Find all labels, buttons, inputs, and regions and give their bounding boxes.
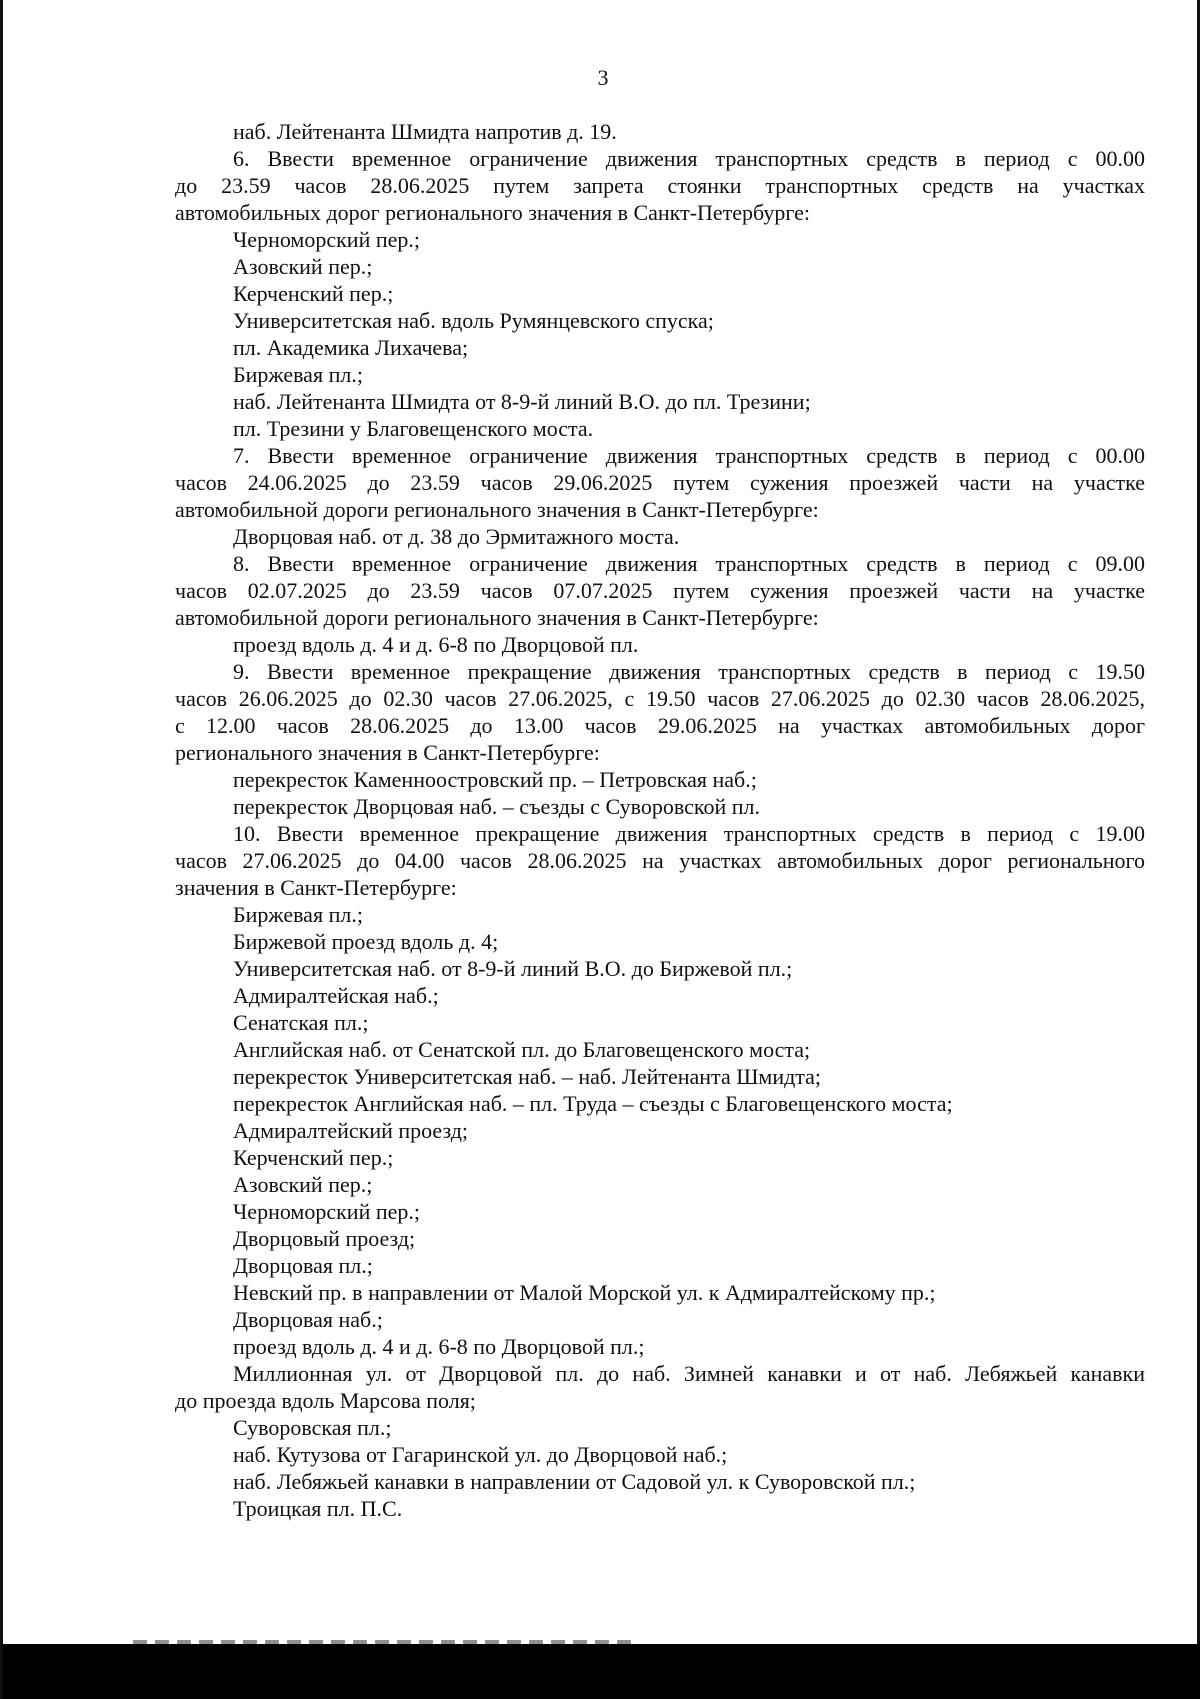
text-line: 10. Ввести временное прекращение движения транспортных средств в период с 19.00 bbox=[233, 821, 1145, 846]
text-line: часов 27.06.2025 до 04.00 часов 28.06.2025 на участках автомобильных дорог регионального bbox=[175, 848, 1145, 873]
text-line: регионального значения в Санкт-Петербурге: bbox=[175, 740, 600, 765]
text-line: проезд вдоль д. 4 и д. 6-8 по Дворцовой пл. bbox=[233, 632, 639, 657]
page-number: 3 bbox=[597, 65, 609, 90]
document-body bbox=[175, 118, 1145, 1522]
text-line: Дворцовый проезд; bbox=[233, 1226, 416, 1251]
text-line: Керченский пер.; bbox=[233, 281, 394, 306]
text-line: Азовский пер.; bbox=[233, 1172, 373, 1197]
text-line: наб. Лейтенанта Шмидта напротив д. 19. bbox=[233, 119, 617, 144]
text-line: автомобильной дороги регионального значения в Санкт-Петербурге: bbox=[175, 605, 819, 630]
text-line: перекресток Английская наб. – пл. Труда – съезды с Благовещенского моста; bbox=[233, 1091, 953, 1116]
text-line: до проезда вдоль Марсова поля; bbox=[175, 1388, 476, 1413]
text-line: 9. Ввести временное прекращение движения транспортных средств в период с 19.50 bbox=[233, 659, 1145, 684]
text-line: Адмиралтейский проезд; bbox=[233, 1118, 469, 1143]
text-line: Биржевой проезд вдоль д. 4; bbox=[233, 929, 499, 954]
text-line: Английская наб. от Сенатской пл. до Благовещенского моста; bbox=[233, 1037, 811, 1062]
text-line: часов 24.06.2025 до 23.59 часов 29.06.2025 путем сужения проезжей части на участке bbox=[175, 470, 1145, 495]
text-line: Миллионная ул. от Дворцовой пл. до наб. Зимней канавки и от наб. Лебяжьей канавки bbox=[233, 1361, 1145, 1386]
text-line: перекресток Дворцовая наб. – съезды с Суворовской пл. bbox=[233, 794, 761, 819]
text-line: Биржевая пл.; bbox=[233, 362, 363, 387]
text-line: Биржевая пл.; bbox=[233, 902, 363, 927]
text-line: Дворцовая наб. от д. 38 до Эрмитажного моста. bbox=[233, 524, 680, 549]
text-line: пл. Академика Лихачева; bbox=[233, 335, 469, 360]
text-line: часов 02.07.2025 до 23.59 часов 07.07.2025 путем сужения проезжей части на участке bbox=[175, 578, 1145, 603]
text-line: перекресток Университетская наб. – наб. Лейтенанта Шмидта; bbox=[233, 1064, 822, 1089]
text-line: 7. Ввести временное ограничение движения транспортных средств в период с 00.00 bbox=[233, 443, 1145, 468]
text-line: автомобильных дорог регионального значения в Санкт-Петербурге: bbox=[175, 200, 811, 225]
text-line: Азовский пер.; bbox=[233, 254, 373, 279]
text-line: часов 26.06.2025 до 02.30 часов 27.06.2025, с 19.50 часов 27.06.2025 до 02.30 часов 28.06.2025, bbox=[175, 686, 1145, 711]
text-line: Дворцовая наб.; bbox=[233, 1307, 383, 1332]
text-line: Суворовская пл.; bbox=[233, 1415, 392, 1440]
text-line: перекресток Каменноостровский пр. – Петровская наб.; bbox=[233, 767, 757, 792]
text-line: Университетская наб. вдоль Румянцевского спуска; bbox=[233, 308, 714, 333]
text-line: Дворцовая пл.; bbox=[233, 1253, 373, 1278]
scan-bottom-border bbox=[3, 1644, 1200, 1699]
text-line: 6. Ввести временное ограничение движения транспортных средств в период с 00.00 bbox=[233, 146, 1145, 171]
text-line: автомобильной дороги регионального значения в Санкт-Петербурге: bbox=[175, 497, 819, 522]
text-line: Черноморский пер.; bbox=[233, 227, 420, 252]
text-line: до 23.59 часов 28.06.2025 путем запрета стоянки транспортных средств на участках bbox=[175, 173, 1145, 198]
text-line: Керченский пер.; bbox=[233, 1145, 394, 1170]
text-line: Невский пр. в направлении от Малой Морской ул. к Адмиралтейскому пр.; bbox=[233, 1280, 936, 1305]
text-line: наб. Лейтенанта Шмидта от 8-9-й линий В.О. до пл. Трезини; bbox=[233, 389, 811, 414]
text-line: пл. Трезини у Благовещенского моста. bbox=[233, 416, 594, 441]
text-line: проезд вдоль д. 4 и д. 6-8 по Дворцовой пл.; bbox=[233, 1334, 645, 1359]
text-line: Сенатская пл.; bbox=[233, 1010, 369, 1035]
text-line: наб. Лебяжьей канавки в направлении от Садовой ул. к Суворовской пл.; bbox=[233, 1469, 916, 1494]
text-line: Университетская наб. от 8-9-й линий В.О. до Биржевой пл.; bbox=[233, 956, 793, 981]
text-line: с 12.00 часов 28.06.2025 до 13.00 часов 29.06.2025 на участках автомобильных дорог bbox=[175, 713, 1145, 738]
text-line: наб. Кутузова от Гагаринской ул. до Дворцовой наб.; bbox=[233, 1442, 728, 1467]
text-line: Адмиралтейская наб.; bbox=[233, 983, 439, 1008]
text-line: Черноморский пер.; bbox=[233, 1199, 420, 1224]
text-line: 8. Ввести временное ограничение движения транспортных средств в период с 09.00 bbox=[233, 551, 1145, 576]
text-line: Троицкая пл. П.С. bbox=[233, 1496, 403, 1521]
text-line: значения в Санкт-Петербурге: bbox=[175, 875, 457, 900]
